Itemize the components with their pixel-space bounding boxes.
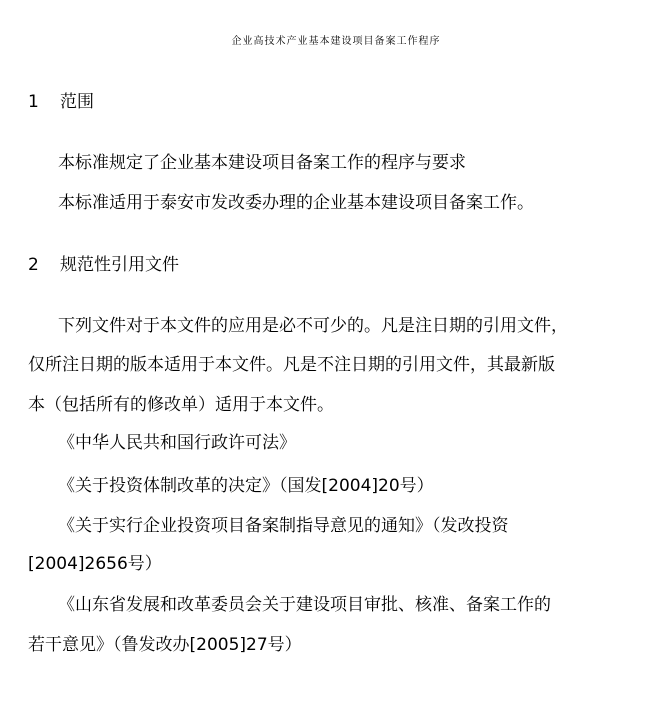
section-2-line-1: 下列文件对于本文件的应用是必不可少的。凡是注日期的引用文件， bbox=[58, 316, 568, 336]
section-2-heading bbox=[28, 252, 179, 278]
reference-item-3-line-2: [2004]2656号） bbox=[28, 554, 162, 574]
document-title: 企业高技术产业基本建设项目备案工作程序 bbox=[231, 36, 441, 47]
section-1-line-1: 本标准规定了企业基本建设项目备案工作的程序与要求 bbox=[58, 153, 466, 173]
section-1-title: 范围 bbox=[60, 92, 94, 112]
section-1-line-2: 本标准适用于泰安市发改委办理的企业基本建设项目备案工作。 bbox=[58, 193, 534, 213]
section-2-title: 规范性引用文件 bbox=[60, 255, 179, 275]
section-2-line-3: 本（包括所有的修改单）适用于本文件。 bbox=[28, 395, 334, 415]
reference-item-1: 《中华人民共和国行政许可法》 bbox=[58, 433, 296, 453]
reference-item-2: 《关于投资体制改革的决定》（国发[2004]20号） bbox=[58, 476, 434, 496]
section-1-number: 1 bbox=[28, 92, 39, 112]
section-2-number: 2 bbox=[28, 255, 39, 275]
reference-item-4-line-2: 若干意见》（鲁发改办[2005]27号） bbox=[28, 635, 302, 655]
section-2-line-2: 仅所注日期的版本适用于本文件。凡是不注日期的引用文件，其最新版 bbox=[28, 355, 555, 375]
reference-item-4-line-1: 《山东省发展和改革委员会关于建设项目审批、核准、备案工作的 bbox=[58, 595, 551, 615]
reference-item-3-line-1: 《关于实行企业投资项目备案制指导意见的通知》（发改投资 bbox=[58, 516, 509, 536]
section-1-heading bbox=[28, 89, 94, 115]
